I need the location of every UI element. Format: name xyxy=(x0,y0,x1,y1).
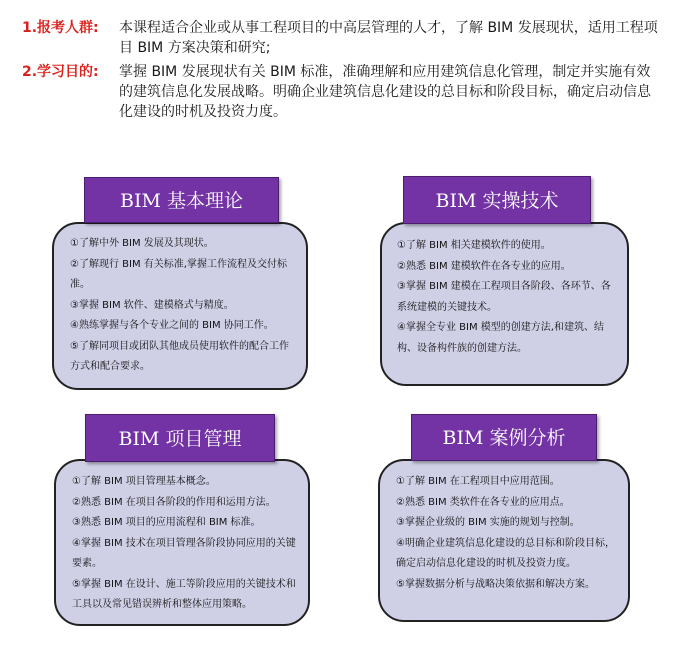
list-item: ①了解 BIM 项目管理基本概念。 xyxy=(72,476,216,487)
card-items xyxy=(396,472,618,595)
card-items xyxy=(397,236,619,359)
purpose-text: 掌握 BIM 发展现状有关 BIM 标准，准确理解和应用建筑信息化管理，制定并实施有效的建筑信息化发展战略。明确企业建筑信息化建设的总目标和阶段目标，确定启动信息化建设的时机及投资力度。 xyxy=(119,64,651,120)
list-item: ③掌握 BIM 建模在工程项目各阶段、各环节、各系统建模的关键技术。 xyxy=(397,281,611,313)
list-item: ③掌握 BIM 软件、建模格式与精度。 xyxy=(70,299,234,311)
list-item: ⑤了解同项目或团队其他成员使用软件的配合工作方式和配合要求。 xyxy=(70,340,289,372)
list-item: ②了解现行 BIM 有关标准,掌握工作流程及交付标准。 xyxy=(70,258,287,290)
audience-label: 1.报考人群: xyxy=(22,20,99,36)
card-title: BIM 案例分析 xyxy=(411,414,597,461)
list-item: ②熟悉 BIM 类软件在各专业的应用点。 xyxy=(396,496,570,508)
list-item: ④掌握全专业 BIM 模型的创建方法,和建筑、结构、设备构件族的创建方法。 xyxy=(397,322,604,354)
card-items xyxy=(72,472,300,616)
card-items xyxy=(70,234,296,378)
list-item: ③掌握企业级的 BIM 实施的规划与控制。 xyxy=(396,517,580,528)
list-item: ①了解 BIM 在工程项目中应用范围。 xyxy=(396,476,560,487)
list-item: ①了解中外 BIM 发展及其现状。 xyxy=(70,238,214,249)
list-item: ②熟悉 BIM 在项目各阶段的作用和运用方法。 xyxy=(72,496,276,508)
list-item: ⑤掌握 BIM 在设计、施工等阶段应用的关键技术和工具以及常见错误辨析和整体应用策略。 xyxy=(72,578,296,610)
list-item: ④熟练掌握与各个专业之间的 BIM 协同工作。 xyxy=(70,320,274,331)
card-title: BIM 基本理论 xyxy=(84,177,279,223)
card-title: BIM 实操技术 xyxy=(403,176,591,224)
list-item: ⑤掌握数据分析与战略决策依据和解决方案。 xyxy=(396,578,595,590)
list-item: ④明确企业建筑信息化建设的总目标和阶段目标，确定启动信息化建设的时机及投资力度。 xyxy=(396,537,615,569)
list-item: ①了解 BIM 相关建模软件的使用。 xyxy=(397,240,551,251)
audience-text: 本课程适合企业或从事工程项目的中高层管理的人才，了解 BIM 发展现状，适用工程项目 BIM 方案决策和研究; xyxy=(119,20,658,56)
list-item: ②熟悉 BIM 建模软件在各专业的应用。 xyxy=(397,260,571,272)
list-item: ③熟悉 BIM 项目的应用流程和 BIM 标准。 xyxy=(72,517,261,528)
list-item: ④掌握 BIM 技术在项目管理各阶段协同应用的关键要素。 xyxy=(72,537,296,569)
card-title: BIM 项目管理 xyxy=(85,414,275,462)
purpose-label: 2.学习目的: xyxy=(22,64,99,80)
